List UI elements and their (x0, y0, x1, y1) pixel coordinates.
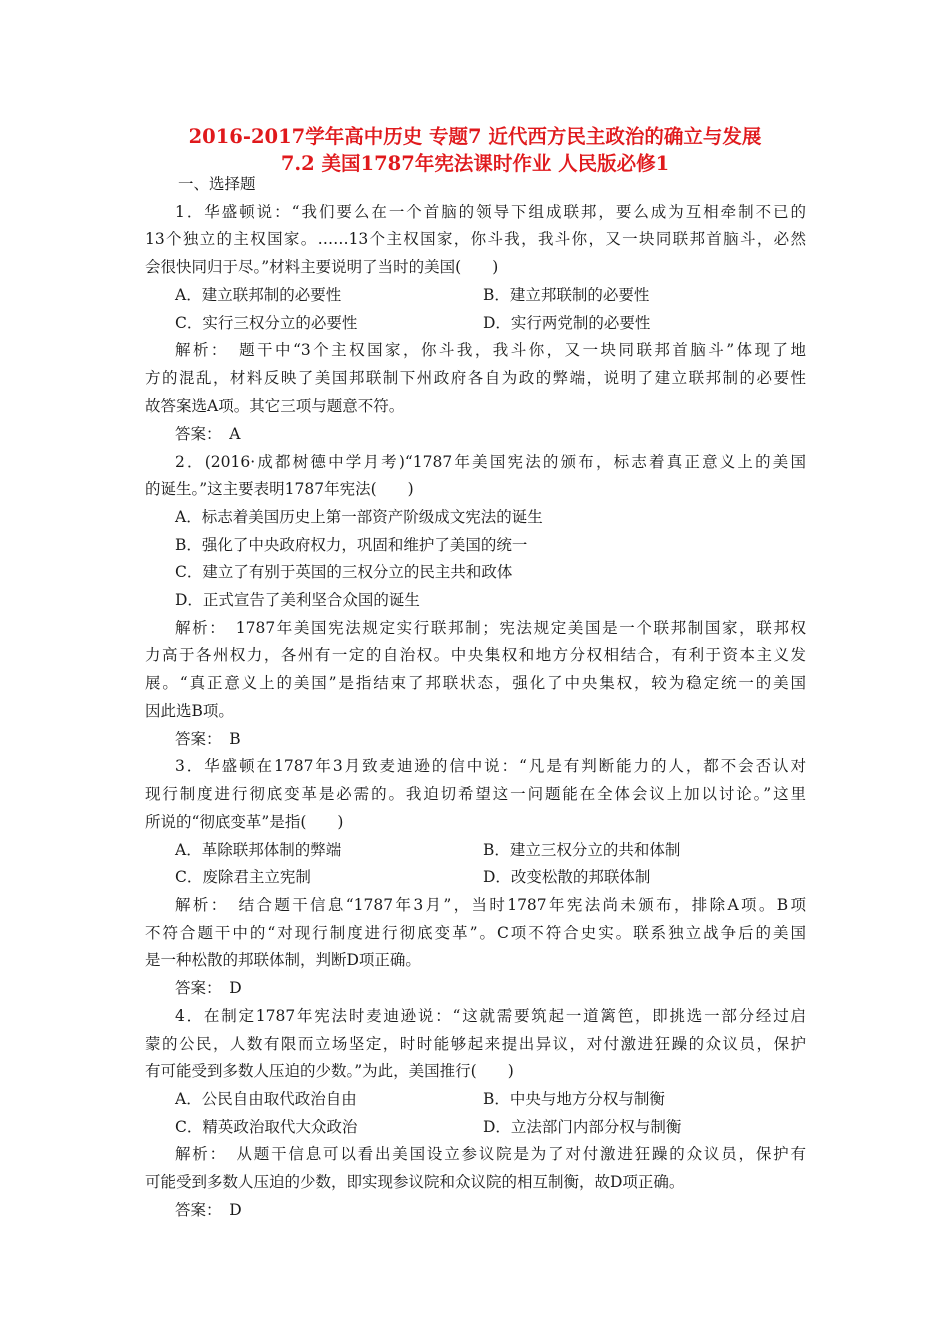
q1-stem-line-3: 会很快同归于尽。”材料主要说明了当时的美国( ) (145, 258, 499, 276)
q3-analysis-line-3: 是一种松散的邦联体制，判断D项正确。 (145, 951, 421, 969)
q2-option-d: D．正式宣告了美利坚合众国的诞生 (175, 591, 420, 609)
q4-analysis-line-2: 可能受到多数人压迫的少数，即实现参议院和众议院的相互制衡，故D项正确。 (145, 1173, 685, 1191)
q3-option-a: A．革除联邦体制的弊端 (175, 841, 342, 859)
q3-answer: 答案： D (175, 979, 242, 997)
q1-option-d: D．实行两党制的必要性 (483, 314, 651, 332)
q3-option-c: C．废除君主立宪制 (175, 868, 311, 886)
q2-analysis-line-3: 展。“真正意义上的美国”是指结束了邦联状态，强化了中央集权，较为稳定统一的美国 (145, 674, 806, 692)
q1-option-a: A．建立联邦制的必要性 (175, 286, 342, 304)
q1-analysis-line-1: 解析： 题干中“3个主权国家，你斗我，我斗你，又一块同联邦首脑斗”体现了地 (175, 341, 806, 359)
section-heading: 一、选择题 (178, 175, 256, 193)
q2-analysis-line-2: 力高于各州权力，各州有一定的自治权。中央集权和地方分权相结合，有利于资本主义发 (145, 646, 806, 664)
q2-option-a: A．标志着美国历史上第一部资产阶级成文宪法的诞生 (175, 508, 543, 526)
q4-stem-line-3: 有可能受到多数人压迫的少数。”为此，美国推行( ) (145, 1062, 514, 1080)
q4-stem-line-2: 蒙的公民，人数有限而立场坚定，时时能够起来提出异议，对付激进狂躁的众议员，保护 (145, 1035, 806, 1053)
q1-option-c: C．实行三权分立的必要性 (175, 314, 358, 332)
q3-option-d: D．改变松散的邦联体制 (483, 868, 651, 886)
q4-option-b: B．中央与地方分权与制衡 (483, 1090, 665, 1108)
document-title-line-2: 7.2 美国1787年宪法课时作业 人民版必修1 (280, 152, 670, 175)
q3-analysis-line-1: 解析： 结合题干信息“1787年3月”，当时1787年宪法尚未颁布，排除A项。B项 (175, 896, 806, 914)
q3-option-b: B．建立三权分立的共和体制 (483, 841, 681, 859)
q2-option-b: B．强化了中央政府权力，巩固和维护了美国的统一 (175, 536, 528, 554)
q2-option-c: C．建立了有别于英国的三权分立的民主共和政体 (175, 563, 513, 581)
q4-option-c: C．精英政治取代大众政治 (175, 1118, 358, 1136)
q1-stem-line-2: 13个独立的主权国家。……13个主权国家，你斗我，我斗你，又一块同联邦首脑斗，必然 (145, 230, 806, 248)
document-title-line-1: 2016-2017学年高中历史 专题7 近代西方民主政治的确立与发展 (188, 125, 762, 148)
q4-stem-line-1: 4．在制定1787年宪法时麦迪逊说：“这就需要筑起一道篱笆，即挑选一部分经过启 (175, 1007, 806, 1025)
q4-answer: 答案： D (175, 1201, 242, 1219)
q1-option-b: B．建立邦联制的必要性 (483, 286, 650, 304)
q2-answer: 答案： B (175, 730, 241, 748)
q3-stem-line-3: 所说的“彻底变革”是指( ) (145, 813, 344, 831)
q2-analysis-line-4: 因此选B项。 (145, 702, 234, 720)
q3-stem-line-2: 现行制度进行彻底变革是必需的。我迫切希望这一问题能在全体会议上加以讨论。”这里 (145, 785, 806, 803)
q1-analysis-line-3: 故答案选A项。其它三项与题意不符。 (145, 397, 405, 415)
q1-answer: 答案： A (175, 425, 241, 443)
q2-analysis-line-1: 解析： 1787年美国宪法规定实行联邦制；宪法规定美国是一个联邦制国家，联邦权 (175, 619, 806, 637)
q3-stem-line-1: 3．华盛顿在1787年3月致麦迪逊的信中说：“凡是有判断能力的人，都不会否认对 (175, 757, 806, 775)
q4-option-a: A．公民自由取代政治自由 (175, 1090, 357, 1108)
q1-stem-line-1: 1．华盛顿说：“我们要么在一个首脑的领导下组成联邦，要么成为互相牵制不已的 (175, 203, 806, 221)
q3-analysis-line-2: 不符合题干中的“对现行制度进行彻底变革”。C项不符合史实。联系独立战争后的美国 (145, 924, 806, 942)
q1-analysis-line-2: 方的混乱，材料反映了美国邦联制下州政府各自为政的弊端，说明了建立联邦制的必要性 (145, 369, 806, 387)
q4-option-d: D．立法部门内部分权与制衡 (483, 1118, 682, 1136)
q2-stem-line-2: 的诞生。”这主要表明1787年宪法( ) (145, 480, 414, 498)
q4-analysis-line-1: 解析： 从题干信息可以看出美国设立参议院是为了对付激进狂躁的众议员，保护有 (175, 1145, 806, 1163)
q2-stem-line-1: 2．(2016·成都树德中学月考)“1787年美国宪法的颁布，标志着真正意义上的美国 (175, 453, 806, 471)
